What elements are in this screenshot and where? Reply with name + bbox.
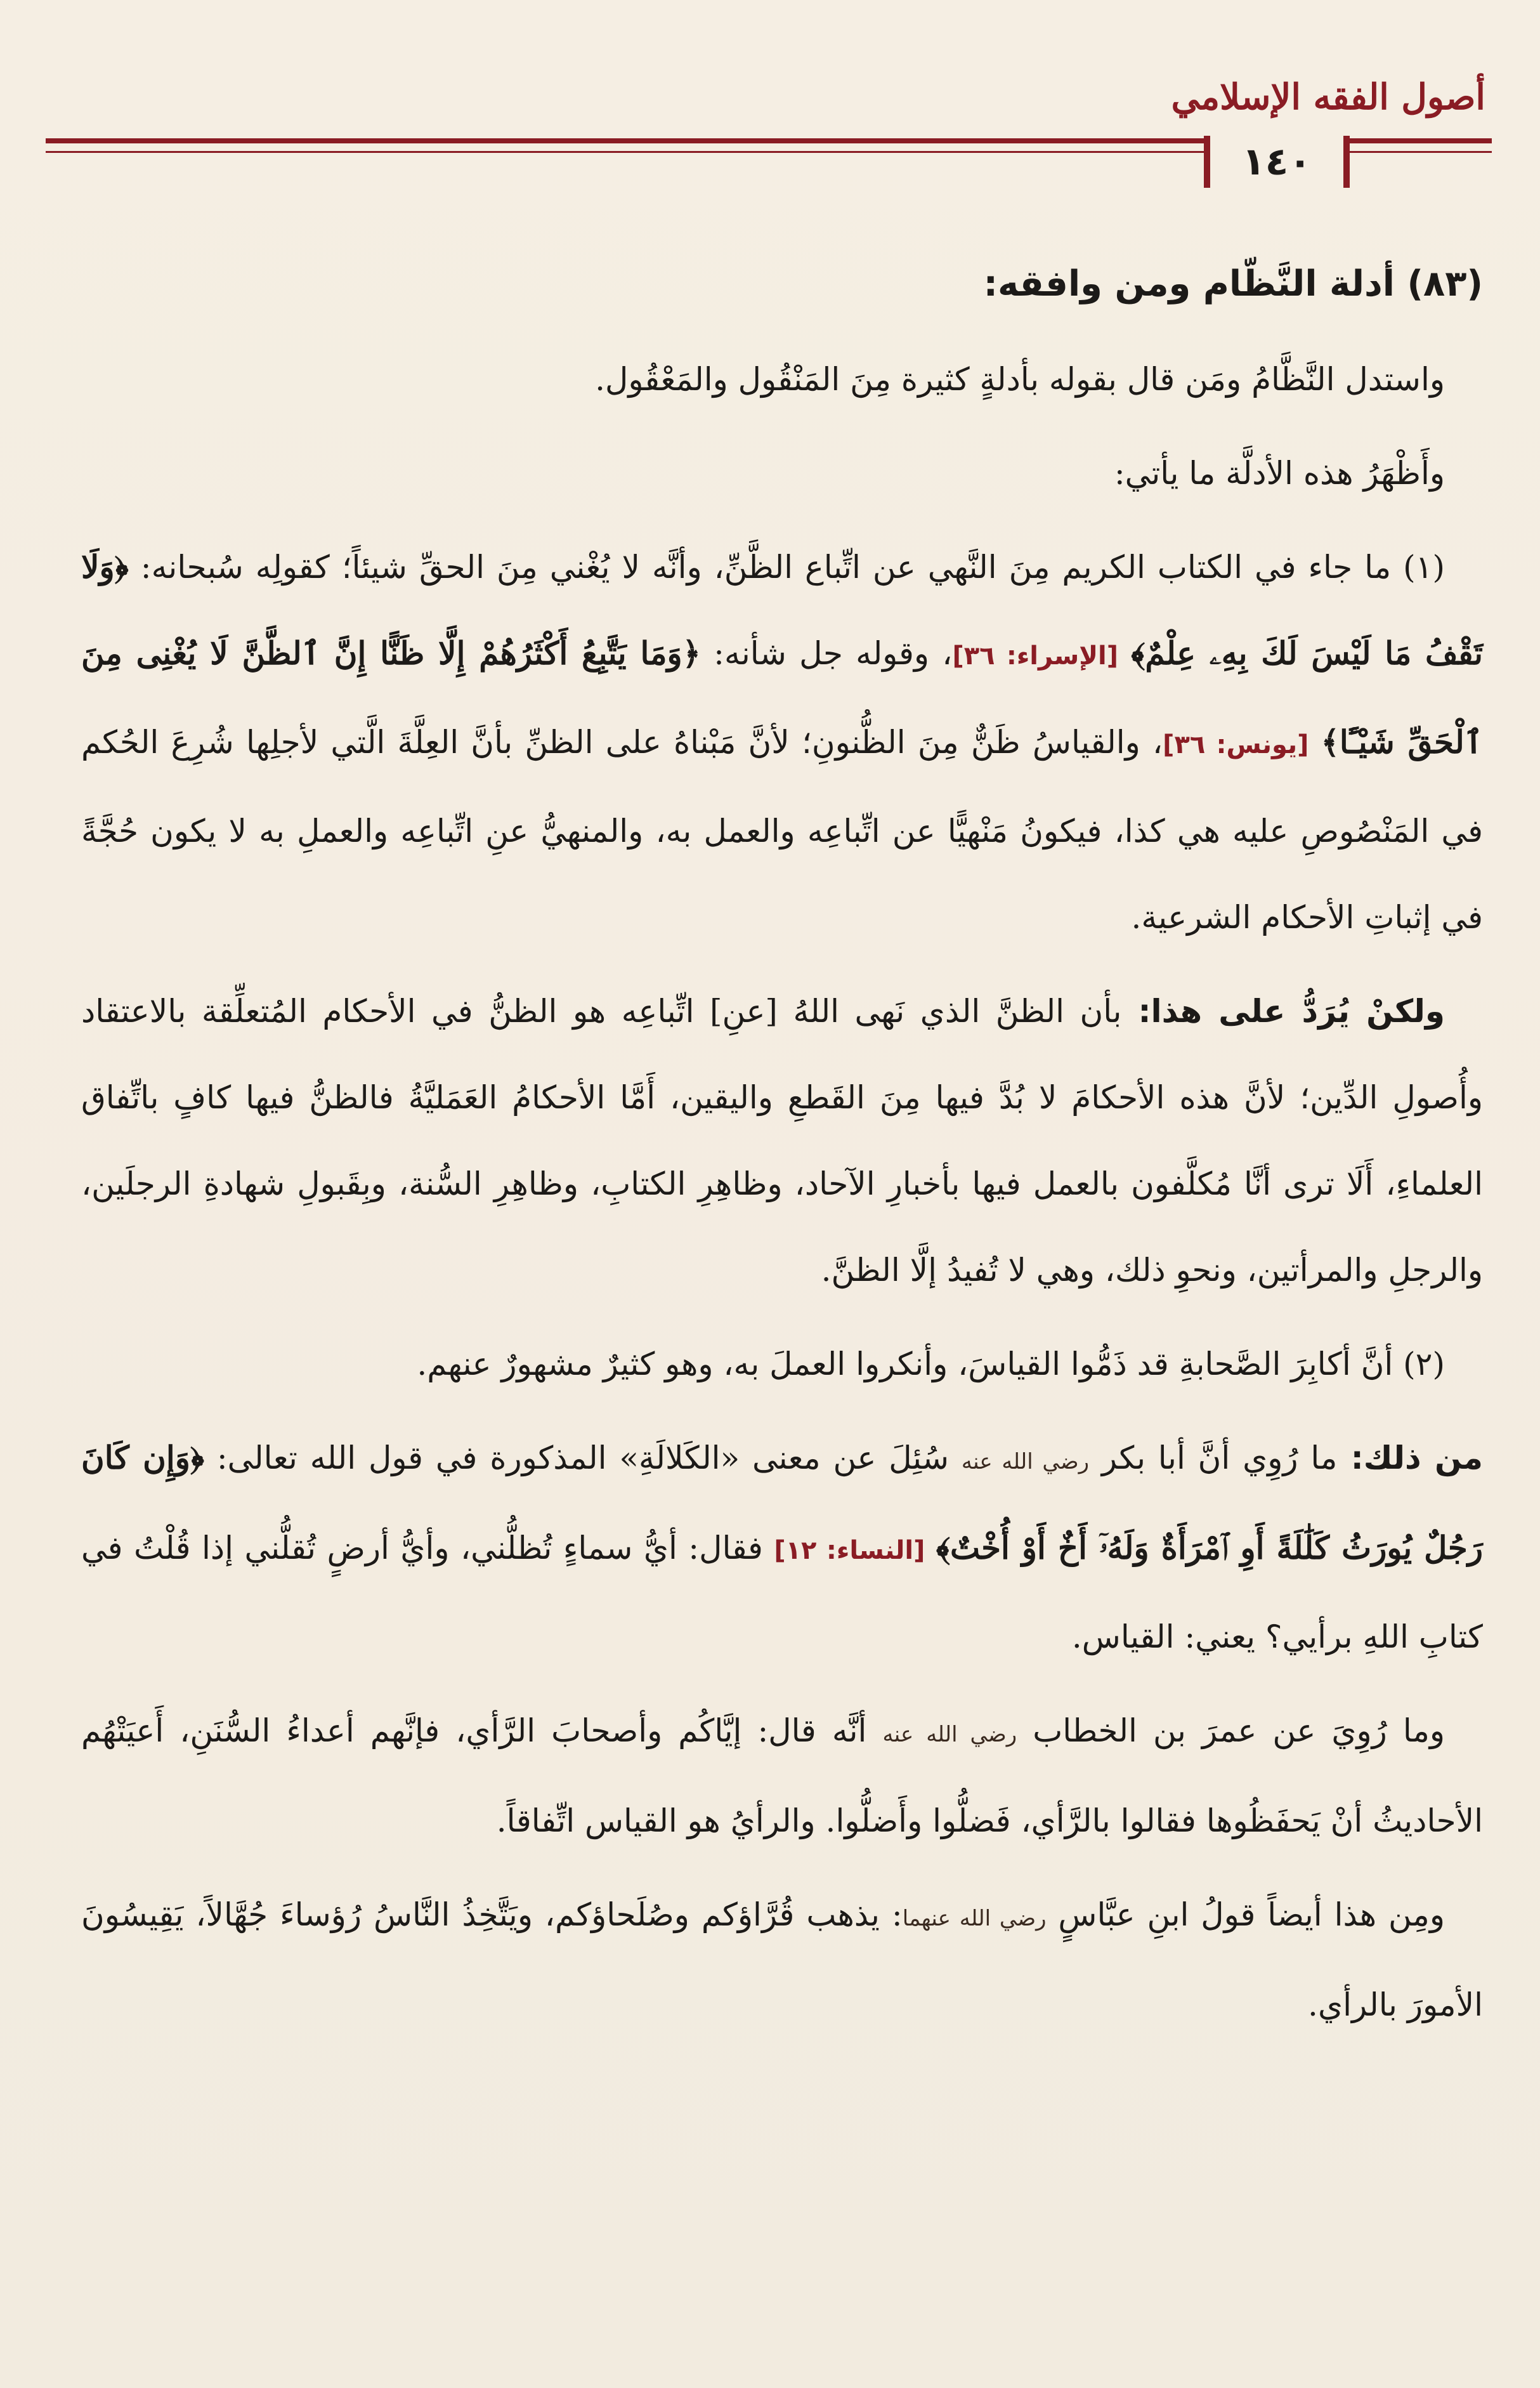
quran-verse: ﴿وَإِن كَانَ رَجُلٌ يُورَثُ كَلَٰلَةً أَوِ ٱمْرَأَةٌ وَلَهُۥٓ أَخٌ أَوْ أُخْتٌ﴾: [81, 1439, 1483, 1566]
paragraph: واستدل النَّظَّامُ ومَن قال بقوله بأدلةٍ كثيرة مِنَ المَنْقُول والمَعْقُول.: [595, 361, 1445, 398]
text-span: أنَّه قال: إيَّاكُم وأصحابَ الرَّأي، فإنَّهم أعداءُ السُّنَنِ، أَعيَتْهُم الأحاديثُ أنْ يَحفَظُوها فقالوا بالرَّأي، فَضلُّوا وأَضلُّوا. والرأيُ هو القياس اتِّفاقاً.: [81, 1712, 1483, 1839]
paragraph: [81, 968, 1483, 1313]
verse-reference: [يونس: ٣٦]: [1163, 730, 1309, 759]
text-span: ، والقياسُ ظَنٌّ مِنَ الظُّنونِ؛ لأنَّ مَبْناهُ على الظنِّ بأنَّ العِلَّةَ الَّتي لأجلِها شُرِعَ الحُكم في المَنْصُوصِ عليه هي كذا، فيكونُ مَنْهيًّا عن اتِّباعِه والعمل به، والمنهيُّ عنِ اتِّباعِه والعملِ به لا يكون حُجَّةً في إثباتِ الأحكام الشرعية.: [81, 724, 1483, 936]
honorific-glyph: رضي الله عنه: [961, 1449, 1090, 1474]
text-span: : يذهب قُرَّاؤكم وصُلَحاؤكم، ويَتَّخِذُ النَّاسُ رُؤساءَ جُهَّالاً، يَقِيسُونَ الأمورَ بالرأي.: [81, 1896, 1483, 2023]
verse-reference: [النساء: ١٢]: [774, 1536, 925, 1565]
section-heading: (٨٣) أدلة النَّظّام ومن وافقه:: [983, 263, 1483, 305]
text-span: ، وقوله جل شأنه:: [700, 635, 953, 672]
running-head-title: أصول الفقه الإسلامي: [1171, 76, 1485, 118]
text-span: وما رُوِيَ عن عمرَ بن الخطاب: [1017, 1712, 1445, 1749]
bold-lead: ولكنْ يُرَدُّ على هذا:: [1121, 993, 1445, 1030]
text-span: سُئِلَ عن معنى «الكَلالَةِ» المذكورة في قول الله تعالى:: [204, 1440, 962, 1476]
paragraph: [81, 1872, 1483, 2048]
paragraph: وأَظْهَرُ هذه الأدلَّة ما يأتي:: [1114, 455, 1445, 492]
verse-reference: [الإسراء: ٣٦]: [952, 641, 1118, 671]
quran-verse: ﴿وَمَا يَتَّبِعُ أَكْثَرُهُمْ إِلَّا ظَنًّا إِنَّ ٱلظَّنَّ لَا يُغْنِى مِنَ ٱلْحَقِّ شَيْـًٔا﴾: [81, 634, 1483, 761]
paragraph: [81, 1415, 1483, 1680]
text-span: ما رُوِي أنَّ أبا بكر: [1089, 1440, 1338, 1476]
paragraph: [81, 524, 1483, 961]
text-span: بأن الظنَّ الذي نَهى اللهُ [عنِ] اتِّباعِه هو الظنُّ في الأحكام المُتعلِّقة بالاعتقاد وأُصولِ الدِّين؛ لأنَّ هذه الأحكامَ لا بُدَّ فيها مِنَ القَطعِ واليقين، أَمَّا الأحكامُ العَمَليَّةُ فالظنُّ فيها كافٍ باتِّفاق العلماءِ، أَلَا ترى أنَّا مُكلَّفون بالعمل فيها بأخبارِ الآحاد، وظاهِرِ الكتابِ، وظاهِرِ السُّنة، وبِقَبولِ شهادةِ الرجلَين، والرجلِ والمرأتين، ونحوِ ذلك، وهي لا تُفيدُ إلَّا الظنَّ.: [81, 993, 1484, 1289]
paragraph: [81, 1688, 1483, 1864]
honorific-glyph: رضي الله عنه: [882, 1722, 1017, 1747]
page-number: ١٤٠: [1242, 140, 1312, 184]
quran-verse: ﴿وَلَا تَقْفُ مَا لَيْسَ لَكَ بِهِۦ عِلْمٌ﴾: [81, 548, 1483, 672]
text-span: ومِن هذا أيضاً قولُ ابنِ عبَّاسٍ: [1046, 1896, 1445, 1933]
page-body: [81, 241, 1483, 2056]
honorific-glyph: رضي الله عنهما: [902, 1906, 1047, 1931]
page-number-box: [1204, 136, 1350, 188]
text-span: فقال: أيُّ سماءٍ تُظلُّني، وأيُّ أرضٍ تُقلُّني إذا قُلْتُ في كتابِ اللهِ برأيي؟ يعني: القياس.: [81, 1530, 1483, 1655]
paragraph: (٢) أنَّ أكابِرَ الصَّحابةِ قد ذَمُّوا القياسَ، وأنكروا العملَ به، وهو كثيرٌ مشهورٌ عنهم.: [417, 1346, 1445, 1382]
text-span: (١) ما جاء في الكتاب الكريم مِنَ النَّهي عن اتِّباع الظَّنِّ، وأنَّه لا يُغْني مِنَ الحقِّ شيئاً؛ كقولِه سُبحانه:: [128, 549, 1445, 586]
bold-lead: من ذلك:: [1337, 1440, 1484, 1476]
